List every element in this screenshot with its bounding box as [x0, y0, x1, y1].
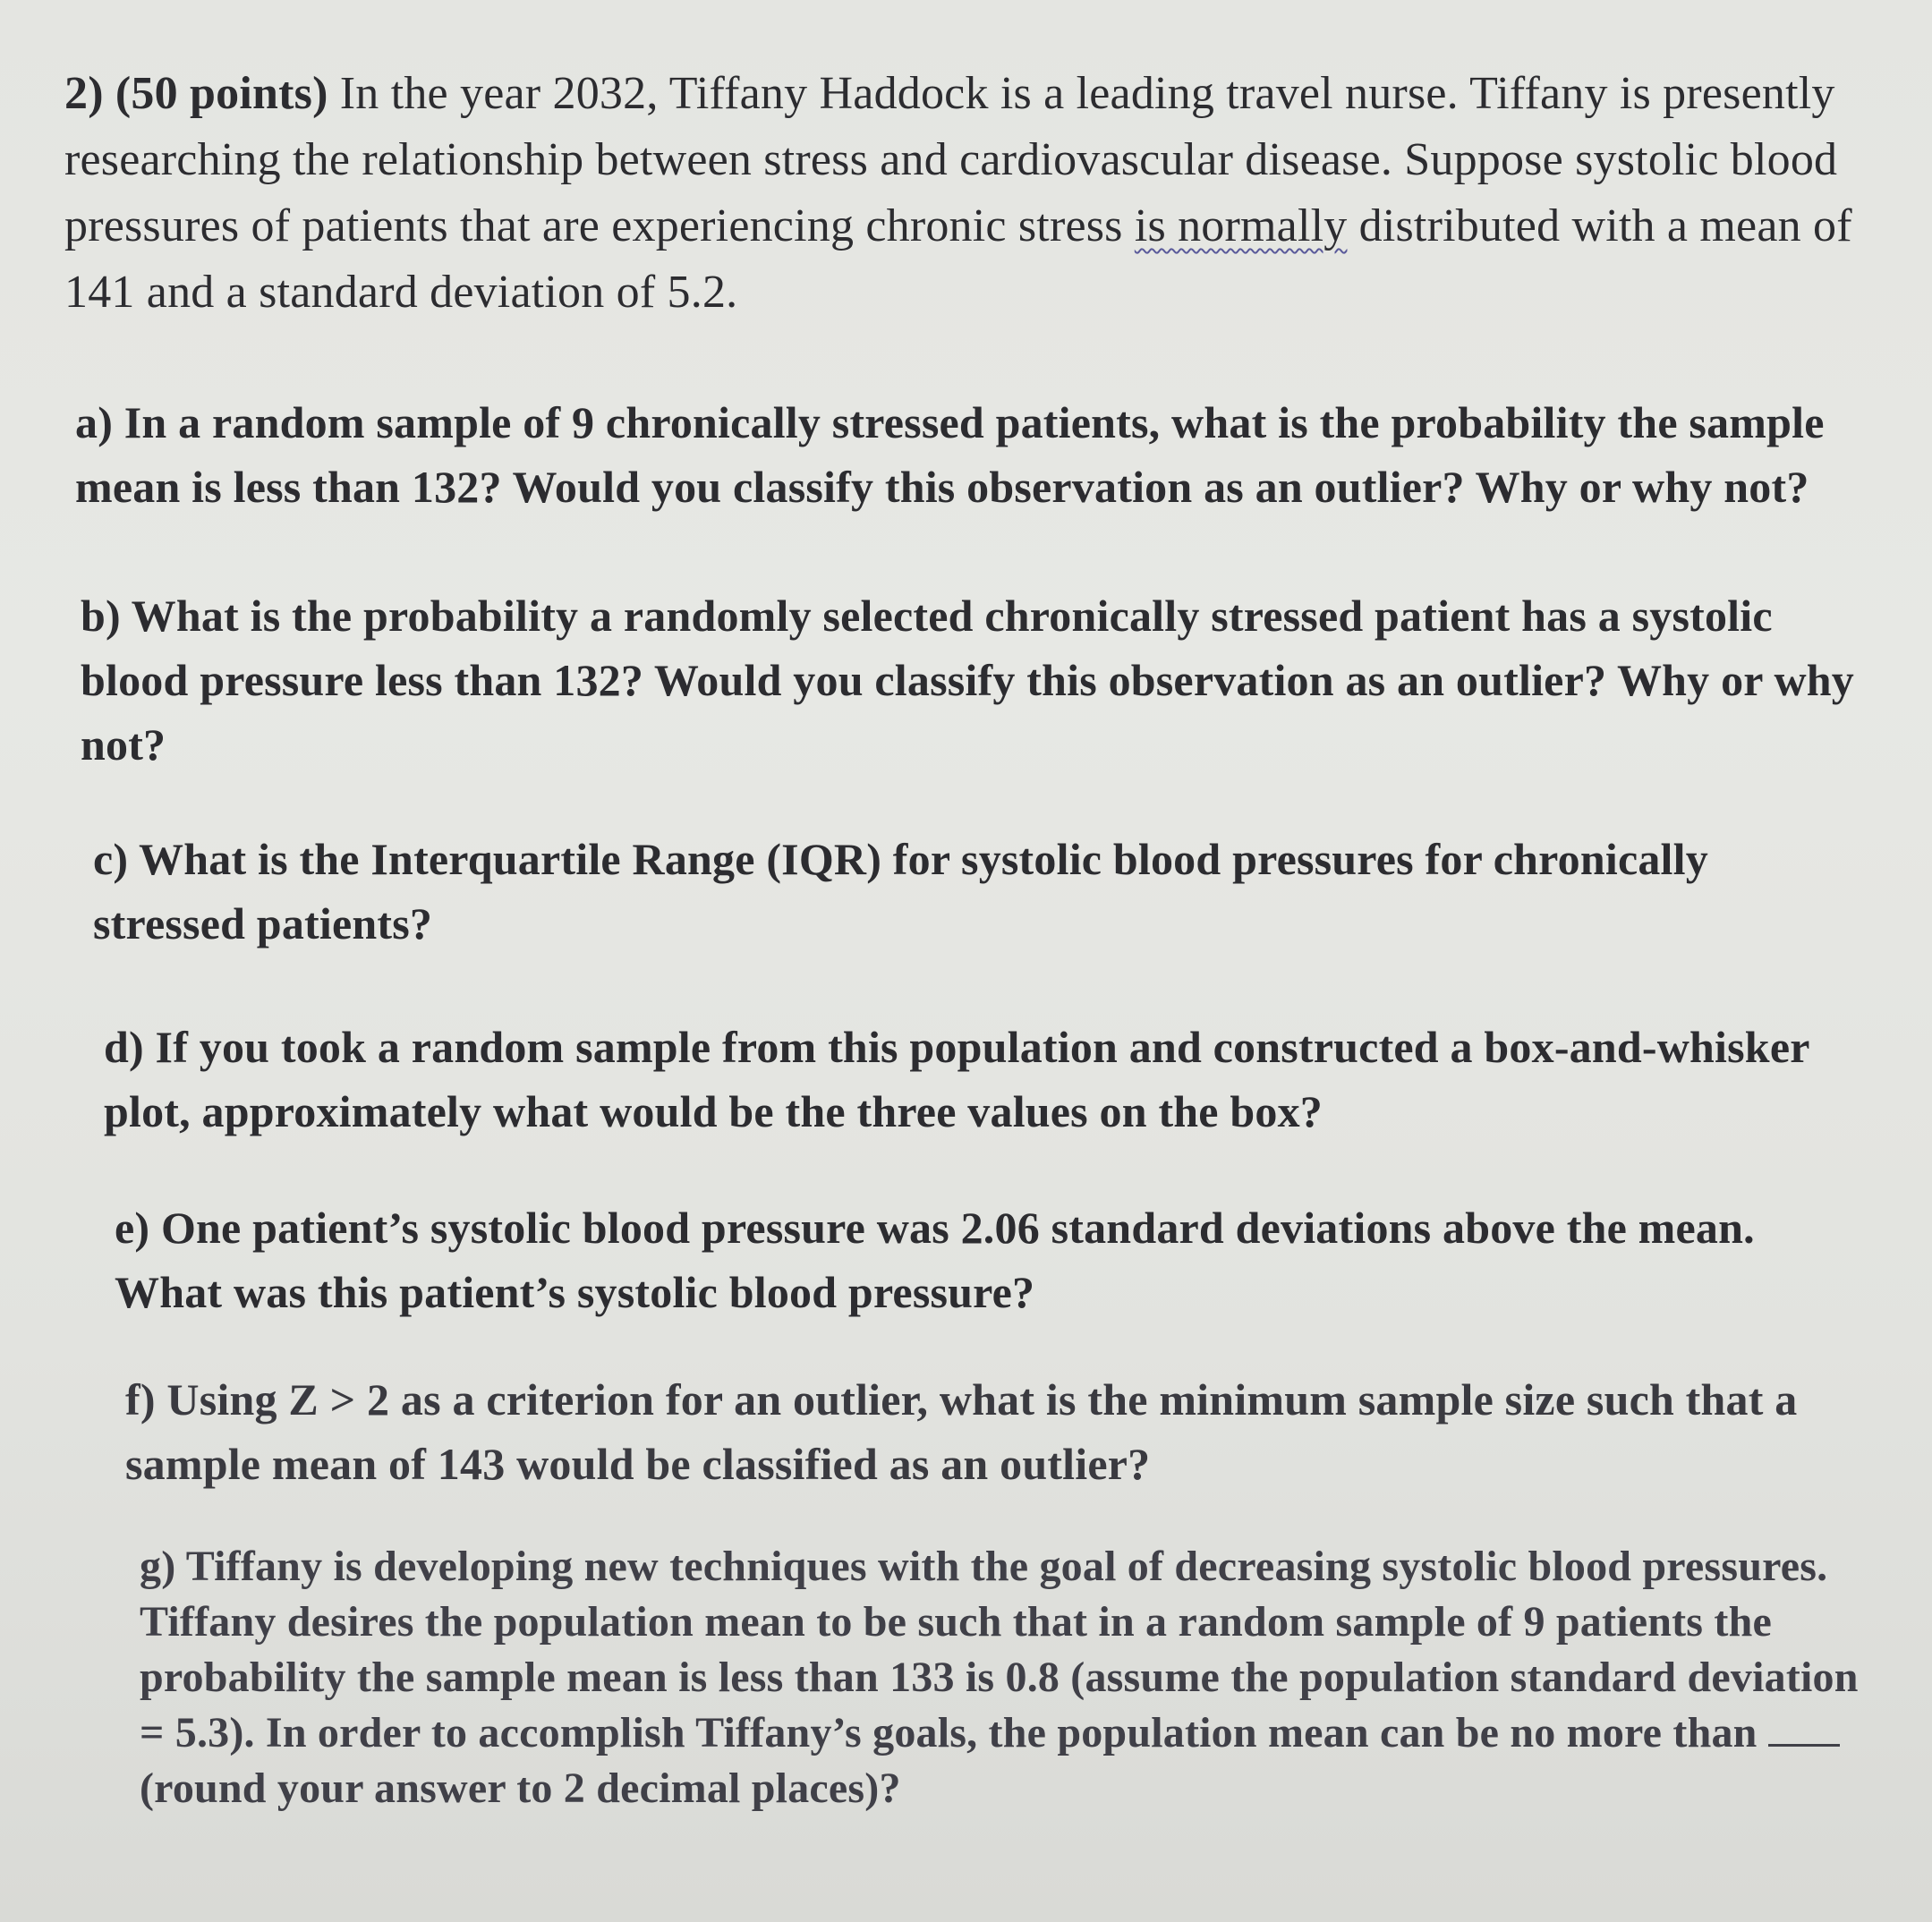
question-g-text: g) Tiffany is developing new techniques with the goal of decreasing systolic blood pressures. Tiffany desires the population mean to be such that in a random sample of 9 patients the probability the sample mean is less than 133 is 0.8 (assume the population standard deviation = 5.3). In order to accomplish Tiffany’s goals, the population mean can be no more than — [140, 1543, 1859, 1756]
question-e: e) One patient’s systolic blood pressure was 2.06 standard deviations above the mean. What was this patient’s systolic blood pressure? — [115, 1203, 1755, 1317]
question-g-text-end: (round your answer to 2 decimal places)? — [140, 1765, 901, 1812]
spellcheck-underlined-phrase: is normally — [1134, 200, 1348, 251]
question-g — [140, 1539, 1885, 1816]
intro-text-end: distributed with a mean of 141 and a standard deviation of 5.2. — [64, 200, 1852, 318]
problem-number-points: 2) (50 points) — [64, 68, 328, 119]
answer-blank — [1768, 1708, 1840, 1747]
question-f: f) Using Z > 2 as a criterion for an outlier, what is the minimum sample size such that a sample mean of 143 would be classified as an outlier? — [125, 1374, 1798, 1489]
question-b: b) What is the probability a randomly selected chronically stressed patient has a systolic blood pressure less than 132? Would you classify this observation as an outlier? Why or why not? — [81, 591, 1854, 770]
intro-text-start: In the year 2032, Tiffany Haddock is a leading travel nurse. Tiffany is presently researching the relationship between stress and cardiovascular disease. Suppose systolic blood pressures of patients that are experiencing chronic stress — [64, 68, 1838, 251]
problem-intro — [64, 61, 1890, 326]
question-d: d) If you took a random sample from this population and constructed a box-and-whisker plot, approximately what would be the three values on the box? — [104, 1022, 1809, 1136]
question-a: a) In a random sample of 9 chronically stressed patients, what is the probability the sample mean is less than 132? Would you classify this observation as an outlier? Why or why not? — [75, 397, 1825, 512]
question-c: c) What is the Interquartile Range (IQR) for systolic blood pressures for chronically stressed patients? — [93, 834, 1708, 948]
